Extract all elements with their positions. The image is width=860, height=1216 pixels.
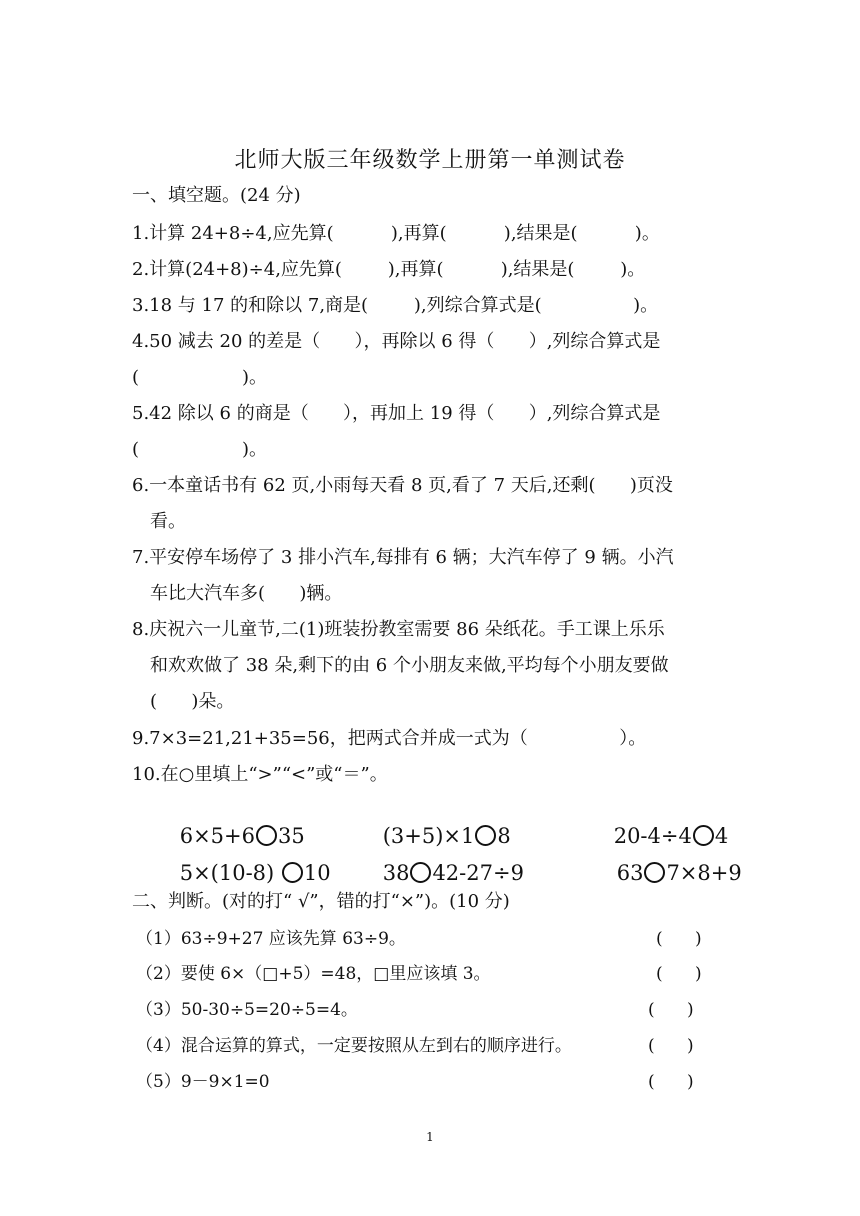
page-title: 北师大版三年级数学上册第一单测试卷 xyxy=(234,148,626,173)
question-line: 7.平安停车场停了 3 排小汽车,每排有 6 辆；大汽车停了 9 辆。小汽 xyxy=(132,547,674,568)
question-line: 4.50 减去 20 的差是（ ），再除以 6 得（ ）,列综合算式是 xyxy=(132,331,661,352)
question-line: 9.7×3=21,21+35=56，把两式合并成一式为（ ）。 xyxy=(132,728,647,749)
comparison-left: 38 xyxy=(382,861,410,885)
judgement-item: （4）混合运算的算式，一定要按照从左到右的顺序进行。 xyxy=(136,1036,572,1056)
comparison-right: 8 xyxy=(497,824,511,848)
question-line: 1.计算 24+8÷4,应先算( ),再算( ),结果是( )。 xyxy=(132,223,660,244)
comparison-right: 7×8+9 xyxy=(666,861,742,885)
judgement-item: （1）63÷9+27 应该先算 63÷9。 xyxy=(136,929,406,949)
comparison-right: 10 xyxy=(303,861,331,885)
judgement-item: （3）50-30÷5=20÷5=4。 xyxy=(136,1000,358,1020)
answer-blank[interactable]: ( ) xyxy=(648,1036,694,1056)
question-line: 5.42 除以 6 的商是（ ），再加上 19 得（ ）,列综合算式是 xyxy=(132,403,661,424)
question-line: ( )朵。 xyxy=(150,691,235,712)
section1-heading: 一、填空题。(24 分) xyxy=(132,185,301,206)
answer-blank[interactable]: ( ) xyxy=(648,1000,694,1020)
question-line: 看。 xyxy=(150,511,186,532)
comparison-left: 20-4÷4 xyxy=(613,824,692,848)
question-line: 和欢欢做了 38 朵,剩下的由 6 个小朋友来做,平均每个小朋友要做 xyxy=(150,655,669,676)
judgement-item: （5）9－9×1=0 xyxy=(136,1072,270,1092)
answer-circle-icon[interactable] xyxy=(644,862,665,883)
comparison-left: (3+5)×1 xyxy=(382,824,475,848)
answer-circle-icon[interactable] xyxy=(282,862,303,883)
comparison-item xyxy=(590,834,742,912)
answer-blank[interactable]: ( ) xyxy=(656,964,702,984)
page-number: 1 xyxy=(426,1130,434,1144)
answer-blank[interactable]: ( ) xyxy=(656,929,702,949)
comparison-left: 63 xyxy=(616,861,644,885)
question-line: 3.18 与 17 的和除以 7,商是( ),列综合算式是( )。 xyxy=(132,295,659,316)
judgement-item: （2）要使 6×（□+5）=48，□里应该填 3。 xyxy=(136,964,491,984)
question-line: 2.计算(24+8)÷4,应先算( ),再算( ),结果是( )。 xyxy=(132,259,646,280)
answer-blank[interactable]: ( ) xyxy=(648,1072,694,1092)
comparison-left: 6×5+6 xyxy=(179,824,255,848)
section2-heading: 二、判断。(对的打“ √”，错的打“×”)。(10 分) xyxy=(132,891,510,912)
question-line: ( )。 xyxy=(132,439,268,460)
comparison-right: 4 xyxy=(714,824,729,848)
question-line: 8.庆祝六一儿童节,二(1)班装扮教室需要 86 朵纸花。手工课上乐乐 xyxy=(132,619,665,640)
question-line: 6.一本童话书有 62 页,小雨每天看 8 页,看了 7 天后,还剩( )页没 xyxy=(132,475,673,496)
comparison-left: 5×(10-8) xyxy=(179,861,281,885)
answer-circle-icon[interactable] xyxy=(410,862,431,883)
comparison-right: 35 xyxy=(277,824,305,848)
question-line: ( )。 xyxy=(132,367,268,388)
comparison-right: 42-27÷9 xyxy=(432,861,524,885)
question-line: 车比大汽车多( )辆。 xyxy=(150,583,343,604)
question-line: 10.在○里填上“>”“<”或“＝”。 xyxy=(132,764,388,785)
